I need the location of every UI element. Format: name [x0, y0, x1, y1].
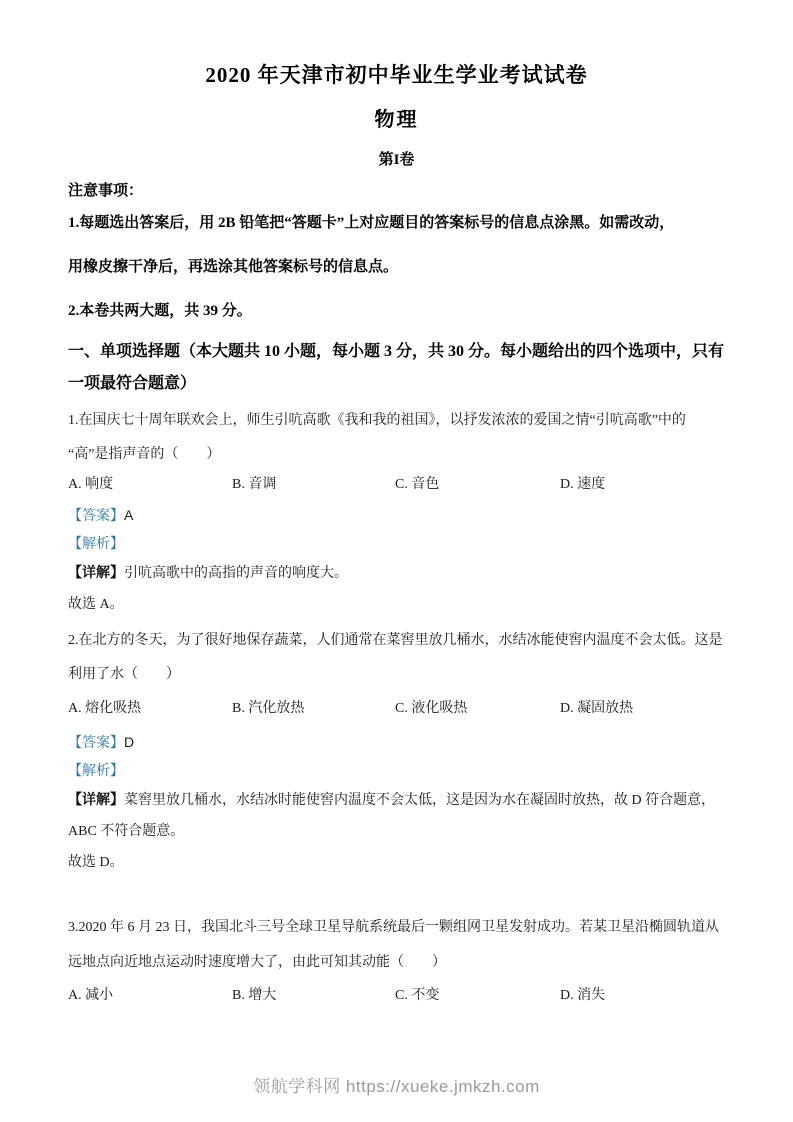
question-2-analysis-line: [68, 761, 733, 783]
notice-line-2: 用橡皮擦干净后，再选涂其他答案标号的信息点。: [68, 259, 399, 275]
notice-line-1: 1.每题选出答案后，用 2B 铅笔把“答题卡”上对应题目的答案标号的信息点涂黑。如需改动，: [68, 215, 675, 231]
question-1-detail-text: 引吭高歌中的高指的声音的响度大。: [124, 566, 348, 581]
question-1-analysis-line: [68, 534, 733, 556]
question-1-answer-line: [68, 504, 733, 528]
question-2-answer-value: D: [124, 734, 135, 750]
question-2-option-d: D. 凝固放热: [560, 701, 634, 716]
document-title: 2020 年天津市初中毕业生学业考试试卷: [205, 63, 588, 87]
answer-label: 【答案】: [68, 509, 124, 524]
detail-label: 【详解】: [68, 566, 124, 581]
volume-label: 第I卷: [378, 152, 415, 168]
question-2-detail-line-1: [68, 790, 733, 812]
question-3-option-c: C. 不变: [395, 988, 440, 1003]
question-1-detail-line: [68, 563, 733, 585]
answer-label: 【答案】: [68, 736, 124, 751]
question-3-stem-line-2: 远地点向近地点运动时速度增大了，由此可知其动能（ ）: [68, 955, 446, 970]
subject-title: 物理: [374, 109, 419, 131]
section-heading-line-1: 一、单项选择题（本大题共 10 小题，每小题 3 分，共 30 分。每小题给出的四个选项中，只有: [68, 343, 725, 360]
watermark-text: 领航学科网 https://xueke.jmkzh.com: [253, 1077, 540, 1096]
analysis-label: 【解析】: [68, 537, 124, 552]
question-1-option-a: A. 响度: [68, 477, 114, 492]
question-3-stem-line-1: 3.2020 年 6 月 23 日，我国北斗三号全球卫星导航系统最后一颗组网卫星发射成功。若某卫星沿椭圆轨道从: [68, 920, 719, 935]
question-2-answer-line: [68, 731, 733, 755]
question-2-option-a: A. 熔化吸热: [68, 701, 142, 716]
question-3-option-b: B. 增大: [232, 988, 277, 1003]
question-3-option-a: A. 减小: [68, 988, 114, 1003]
section-heading-line-2: 一项最符合题意）: [68, 375, 197, 392]
notice-heading: 注意事项：: [68, 183, 144, 199]
question-2-stem-line-2: 利用了水（ ）: [68, 667, 180, 682]
question-1-option-c: C. 音色: [395, 477, 440, 492]
question-1-option-d: D. 速度: [560, 477, 606, 492]
detail-label: 【详解】: [68, 793, 124, 808]
question-2-option-b: B. 汽化放热: [232, 701, 305, 716]
question-1-option-b: B. 音调: [232, 477, 277, 492]
question-1-answer-value: A: [124, 507, 134, 523]
notice-line-3: 2.本卷共两大题，共 39 分。: [68, 303, 252, 319]
question-2-stem-line-1: 2.在北方的冬天，为了很好地保存蔬菜，人们通常在菜窖里放几桶水，水结冰能使窖内温度不会太低。这是: [68, 633, 723, 648]
analysis-label: 【解析】: [68, 764, 124, 779]
question-2-detail-text: 菜窖里放几桶水，水结冰时能使窖内温度不会太低，这是因为水在凝固时放热，故 D 符合题意，: [124, 793, 716, 808]
question-1-stem-line-2: “高”是指声音的（ ）: [68, 447, 221, 462]
question-2-conclusion: 故选 D。: [68, 855, 124, 870]
question-1-conclusion: 故选 A。: [68, 597, 124, 612]
question-2-detail-line-2: ABC 不符合题意。: [68, 824, 185, 839]
question-3-option-d: D. 消失: [560, 988, 606, 1003]
question-1-stem-line-1: 1.在国庆七十周年联欢会上，师生引吭高歌《我和我的祖国》，以抒发浓浓的爱国之情“引吭高歌”中的: [68, 413, 686, 428]
question-2-option-c: C. 液化吸热: [395, 701, 468, 716]
